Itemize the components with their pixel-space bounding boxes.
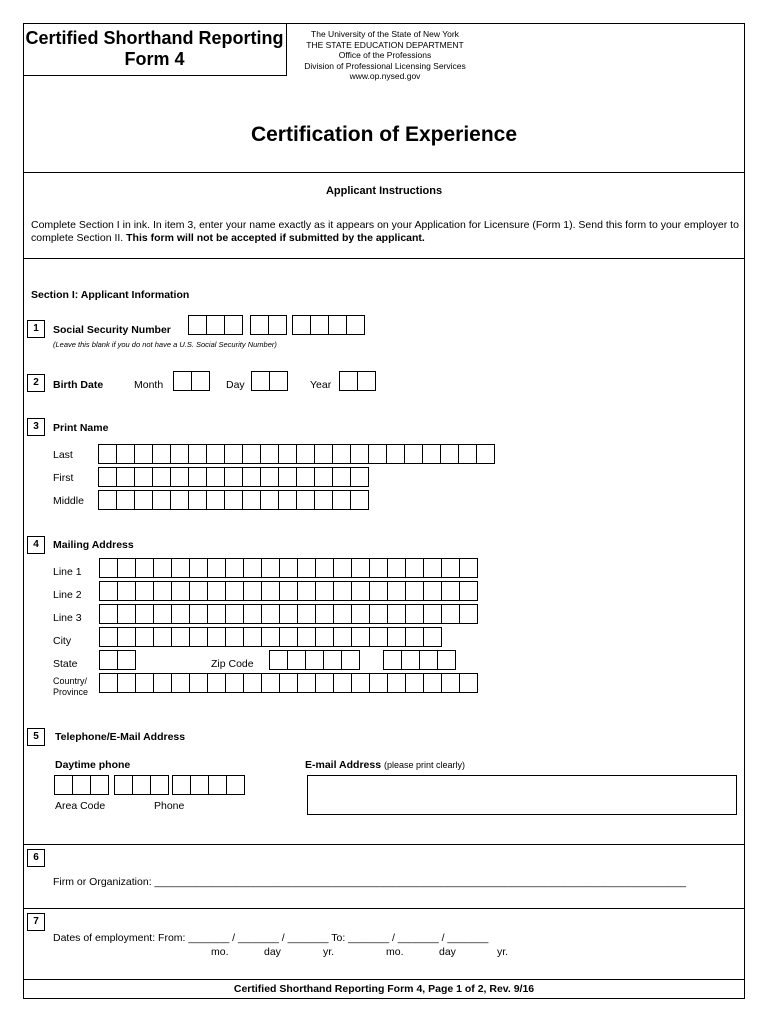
city-label: City (53, 635, 72, 647)
zip-label: Zip Code (211, 658, 254, 670)
daytime-phone-label: Daytime phone (55, 759, 131, 771)
email-note: (please print clearly) (383, 760, 466, 770)
agency-line: Office of the Professions (338, 50, 432, 60)
divider (23, 979, 745, 980)
birth-month-input[interactable] (173, 371, 210, 391)
item-number: 4 (27, 536, 45, 554)
form-name-line2: Form 4 (124, 49, 185, 69)
area-code-label: Area Code (55, 800, 106, 812)
instructions-body: Complete Section I in ink. In item 3, enter your name exactly as it appears on your Application for Licensure (Form 1). Send this form to your employer to complete Section II. (31, 219, 739, 244)
birth-day-input[interactable] (251, 371, 288, 391)
instructions-text (31, 219, 743, 245)
page-title: Certification of Experience (250, 123, 518, 146)
month-label: Month (134, 379, 164, 391)
to-month-caption: mo. (386, 946, 404, 958)
country-input[interactable] (99, 673, 478, 693)
instructions-warning: This form will not be accepted if submitted by the applicant. (126, 232, 425, 244)
line1-label: Line 1 (53, 566, 82, 578)
page-footer: Certified Shorthand Reporting Form 4, Page 1 of 2, Rev. 9/16 (233, 983, 535, 995)
print-name-label: Print Name (53, 422, 109, 434)
form-name (23, 23, 287, 76)
agency-block (290, 29, 480, 82)
phone-number-input[interactable] (172, 775, 245, 795)
email-label: E-mail Address (305, 759, 382, 771)
from-month-caption: mo. (211, 946, 229, 958)
phone-prefix-input[interactable] (114, 775, 169, 795)
ssn-note: (Leave this blank if you do not have a U.S. Social Security Number) (53, 340, 277, 349)
zip-extension-input[interactable] (383, 650, 456, 670)
divider (23, 908, 745, 909)
email-input[interactable] (307, 775, 737, 815)
instructions-heading: Applicant Instructions (325, 185, 443, 197)
address-line3-input[interactable] (99, 604, 478, 624)
firm-organization-field[interactable]: Firm or Organization: ___________________________________________________________________________________________ (53, 876, 686, 888)
item-number: 2 (27, 374, 45, 392)
first-name-label: First (53, 472, 74, 484)
item-number: 6 (27, 849, 45, 867)
area-code-input[interactable] (54, 775, 109, 795)
line3-label: Line 3 (53, 612, 82, 624)
ssn-part2-input[interactable] (250, 315, 287, 335)
birth-date-label: Birth Date (53, 379, 104, 391)
divider (23, 172, 745, 173)
agency-line: Division of Professional Licensing Services (304, 60, 466, 71)
first-name-input[interactable] (98, 467, 369, 487)
country-label (53, 676, 88, 698)
zip-code-input[interactable] (269, 650, 360, 670)
ssn-part3-input[interactable] (292, 315, 365, 335)
state-input[interactable] (99, 650, 136, 670)
item-number: 1 (27, 320, 45, 338)
from-year-caption: yr. (323, 946, 335, 958)
telephone-email-label: Telephone/E-Mail Address (55, 731, 186, 743)
to-day-caption: day (439, 946, 456, 958)
birth-year-input[interactable] (339, 371, 376, 391)
employment-dates-field[interactable]: Dates of employment: From: _______ / _______ / _______ To: _______ / _______ / _______ (53, 932, 489, 944)
agency-url: www.op.nysed.gov (349, 71, 421, 81)
section1-heading: Section I: Applicant Information (31, 289, 190, 301)
last-name-input[interactable] (98, 444, 495, 464)
form-frame (23, 23, 745, 999)
item-number: 7 (27, 913, 45, 931)
item-number: 3 (27, 418, 45, 436)
ssn-part1-input[interactable] (188, 315, 243, 335)
from-day-caption: day (264, 946, 281, 958)
middle-name-input[interactable] (98, 490, 369, 510)
email-label-row (305, 759, 465, 771)
to-year-caption: yr. (497, 946, 509, 958)
year-label: Year (310, 379, 332, 391)
day-label: Day (226, 379, 245, 391)
last-name-label: Last (53, 449, 73, 461)
agency-line: The University of the State of New York (311, 29, 459, 39)
divider (23, 258, 745, 259)
city-input[interactable] (99, 627, 442, 647)
form-name-line1: Certified Shorthand Reporting (25, 28, 284, 48)
mailing-address-label: Mailing Address (53, 539, 134, 551)
item-number: 5 (27, 728, 45, 746)
country-label-line2: Province (53, 687, 89, 697)
agency-line: THE STATE EDUCATION DEPARTMENT (306, 39, 464, 50)
ssn-label: Social Security Number (53, 324, 171, 336)
address-line1-input[interactable] (99, 558, 478, 578)
state-label: State (53, 658, 78, 670)
address-line2-input[interactable] (99, 581, 478, 601)
country-label-line1: Country/ (53, 676, 88, 686)
divider (23, 844, 745, 845)
line2-label: Line 2 (53, 589, 82, 601)
phone-label: Phone (154, 800, 185, 812)
middle-name-label: Middle (53, 495, 84, 507)
